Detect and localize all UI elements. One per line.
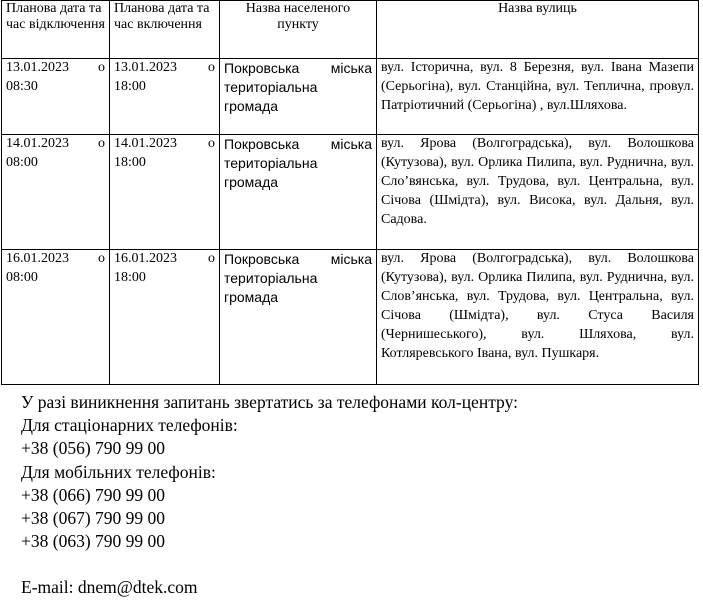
- street-list: вул. Історична, вул. 8 Березня, вул. Івана Мазепи (Серьогіна), вул. Станційна, вул. Теплична, провул. Патріотичний (Серьогіна) , вул.Шляхова.: [377, 59, 699, 135]
- off-datetime: 13.01.2023 о 08:30: [2, 59, 110, 135]
- spacer: [21, 553, 518, 576]
- on-datetime: 16.01.2023 о 18:00: [110, 250, 220, 385]
- table-row: [2, 250, 699, 385]
- on-datetime: 13.01.2023 о 18:00: [110, 59, 220, 135]
- header-settlement: Назва населеного пункту: [220, 1, 377, 59]
- settlement-name: Покровська міська територіальна громада: [220, 135, 377, 250]
- street-list: вул. Ярова (Волгоградська), вул. Волошкова (Кутузова), вул. Орлика Пилипа, вул. Руднична, вул. Слов’янська, вул. Трудова, вул. Центральна, вул. Січова (Шмідта), вул. Стуса Василя (Чернишеського), вул. Шляхова, вул. Котляревського Івана, вул. Пушкаря.: [377, 250, 699, 385]
- mobile-phone: +38 (063) 790 99 00: [21, 531, 166, 552]
- table-row: [2, 59, 699, 135]
- off-datetime: 16.01.2023 о 08:00: [2, 250, 110, 385]
- mobile-phone: +38 (067) 790 99 00: [21, 508, 166, 529]
- header-planned-on: Планова дата та час включення: [110, 1, 220, 59]
- mobile-label: Для мобільних телефонів:: [21, 461, 216, 482]
- header-streets: Назва вулиць: [377, 1, 699, 59]
- table-row: [2, 135, 699, 250]
- mobile-phone: +38 (066) 790 99 00: [21, 484, 166, 505]
- landline-phone: +38 (056) 790 99 00: [21, 438, 166, 459]
- settlement-name: Покровська міська територіальна громада: [220, 59, 377, 135]
- landline-label: Для стаціонарних телефонів:: [21, 415, 238, 436]
- contact-intro: У разі виникнення запитань звертатись за телефонами кол-центру:: [21, 392, 518, 412]
- settlement-name: Покровська міська територіальна громада: [220, 250, 377, 385]
- header-planned-off: Планова дата та час відключення: [2, 1, 110, 59]
- outage-schedule-table: [1, 0, 699, 385]
- email-contact: E-mail: dnem@dtek.com: [21, 577, 198, 598]
- off-datetime: 14.01.2023 о 08:00: [2, 135, 110, 250]
- on-datetime: 14.01.2023 о 18:00: [110, 135, 220, 250]
- contact-info: [21, 391, 518, 600]
- table-header-row: [2, 1, 699, 59]
- street-list: вул. Ярова (Волгоградська), вул. Волошкова (Кутузова), вул. Орлика Пилипа, вул. Руднична, вул. Сло’вянська, вул. Трудова, вул. Центральна, вул. Січова (Шмідта), вул. Висока, вул. Дальня, вул. Садова.: [377, 135, 699, 250]
